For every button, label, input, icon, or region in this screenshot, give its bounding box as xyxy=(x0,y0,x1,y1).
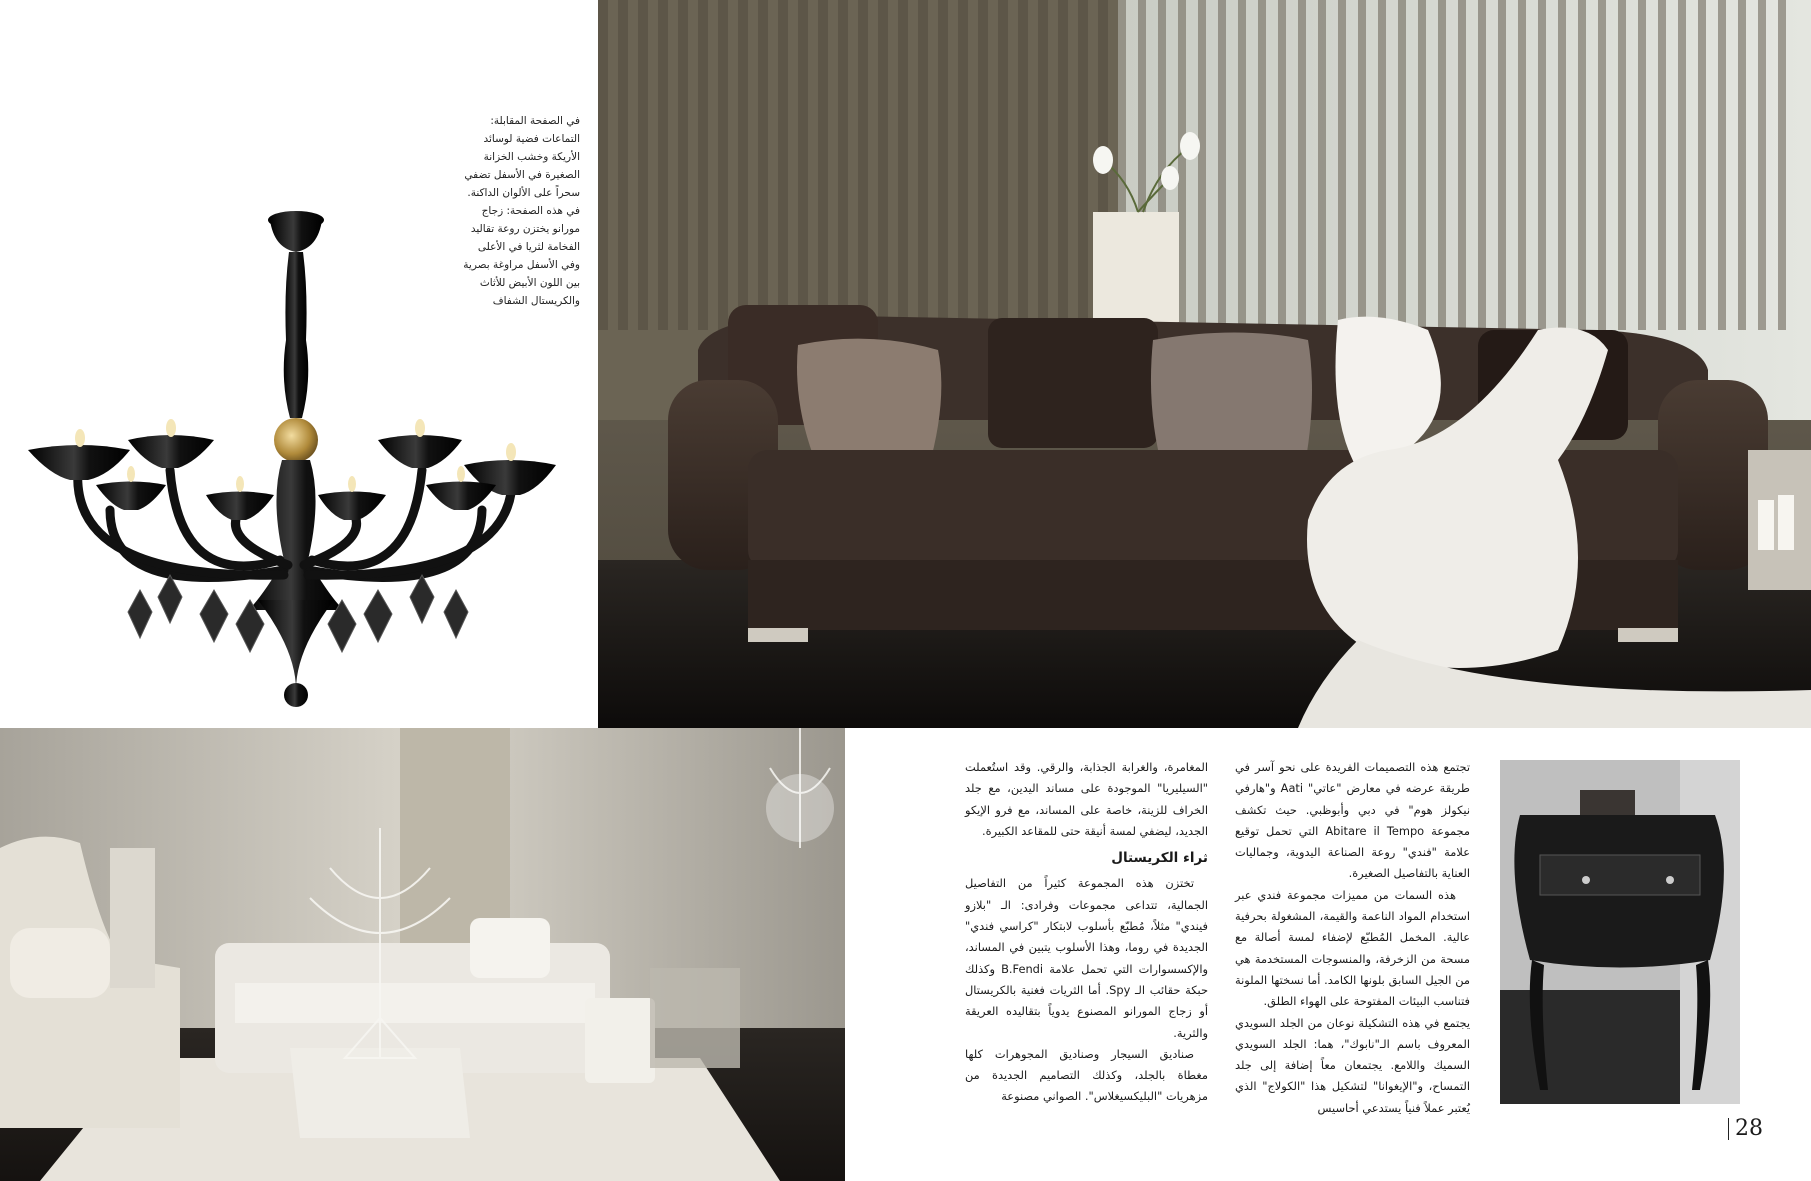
vertical-blind-slat xyxy=(878,0,888,330)
vertical-blind-slat xyxy=(1278,0,1286,330)
vertical-blind-slat xyxy=(1778,0,1786,330)
article-paragraph: المغامرة، والغرابة الجذابة، والرقي. وقد استُعملت "السيليريا" الموجودة على مساند اليدين، مع جلد الخراف للزينة، خاصة على المساند، مع فرو الإيكو الجديد، ليضفي لمسة أنيقة حتى للمقاعد الكبيرة. xyxy=(965,760,1208,838)
vertical-blind-slat xyxy=(838,0,848,330)
vertical-blind-slat xyxy=(1218,0,1226,330)
vertical-blind-slat xyxy=(678,0,688,330)
vertical-blind-slat xyxy=(998,0,1008,330)
article-column-right xyxy=(1235,757,1470,1119)
vertical-blind-slat xyxy=(1018,0,1028,330)
vertical-blind-slat xyxy=(698,0,708,330)
vertical-blind-slat xyxy=(658,0,668,330)
article-paragraph: تختزن هذه المجموعة كثيراً من التفاصيل الجمالية، تتداعى مجموعات وفرادى: الـ "بلازو فيندي" مثلاً، مُطبّع بأسلوب لابتكار "كراسي فندي" الجديدة في روما، وهذا الأسلوب يتبين في المساند، والإكسسوارات التي تحمل علامة B.Fendi وكذلك حبكة حقائب الـ Spy. أما الثريات فغنية بالكريستال أو زجاج المورانو المصنوع يدوياً بتقاليده العريقة والثرية. xyxy=(965,876,1208,1040)
vertical-blind-slat xyxy=(798,0,808,330)
vertical-blind-slat xyxy=(918,0,928,330)
caption-line: الأريكة وخشب الخزانة xyxy=(483,151,580,163)
vertical-blind-slat xyxy=(778,0,788,330)
vertical-blind-slat xyxy=(1758,0,1766,330)
vertical-blind-slat xyxy=(1638,0,1646,330)
caption-line: في هذه الصفحة: زجاج xyxy=(481,205,580,217)
vertical-blind-slat xyxy=(1678,0,1686,330)
vertical-blind-slat xyxy=(1178,0,1186,330)
vertical-blind-slat xyxy=(1698,0,1706,330)
caption-line: التماعات فضية لوسائد xyxy=(483,133,580,145)
vertical-blind-slat xyxy=(1438,0,1446,330)
vertical-blind-slat xyxy=(1378,0,1386,330)
caption-line: مورانو يختزن روعة تقاليد xyxy=(470,223,580,235)
vertical-blind-slat xyxy=(978,0,988,330)
article-paragraph: تجتمع هذه التصميمات الفريدة على نحو آسر في طريقة عرضه في معارض "عاتي" Aati و"هارفي نيكولز هوم" في دبي وأبوظبي. حيث تكشف مجموعة Abitare il Tempo التي تحمل توقيع علامة "فندي" روعة الصناعة اليدوية، وجماليات العناية بالتفاصيل الصغيرة. xyxy=(1235,760,1471,881)
caption-line: والكريستال الشفاف xyxy=(492,295,580,307)
vertical-blind-slat xyxy=(1618,0,1626,330)
caption-line: الصغيرة في الأسفل تضفي xyxy=(464,169,580,181)
vertical-blind-slat xyxy=(1738,0,1746,330)
vertical-blind-slat xyxy=(1558,0,1566,330)
sofa-photo xyxy=(598,0,1811,728)
caption-line: بين اللون الأبيض للأثاث xyxy=(479,277,580,289)
vertical-blind-slat xyxy=(1458,0,1466,330)
vertical-blind-slat xyxy=(858,0,868,330)
caption-line: سحراً على الألوان الداكنة. xyxy=(467,187,580,199)
vertical-blind-slat xyxy=(1418,0,1426,330)
caption-line: وفي الأسفل مراوغة بصرية xyxy=(463,259,580,271)
vertical-blind-slat xyxy=(1578,0,1586,330)
vertical-blind-slat xyxy=(738,0,748,330)
vertical-blind-slat xyxy=(1598,0,1606,330)
vertical-blind-slat xyxy=(1318,0,1326,330)
vertical-blind-slat xyxy=(1538,0,1546,330)
article-paragraph: هذه السمات من مميزات مجموعة فندي عبر استخدام المواد الناعمة والقيمة، المشغولة بحرفية عالية. المخمل المُطبّع لإضفاء لمسة أصالة مع مسحة من الزخرفة، والمنسوجات المستخدمة هي من الجيل السابق بلونها الكامد. أما نسختها الملونة فتناسب البيئات المفتوحة على الهواء الطلق. xyxy=(1235,887,1470,1009)
vertical-blind-slat xyxy=(1478,0,1486,330)
vertical-blind-slat xyxy=(1338,0,1346,330)
white-living-room-photo xyxy=(0,728,845,1181)
section-heading: ثراء الكريستال xyxy=(1111,850,1208,867)
vertical-blind-slat xyxy=(1298,0,1306,330)
vertical-blind-slat xyxy=(1078,0,1088,330)
vertical-blind-slat xyxy=(1358,0,1366,330)
vertical-blind-slat xyxy=(1238,0,1246,330)
vertical-blind-slat xyxy=(938,0,948,330)
vertical-blind-slat xyxy=(1398,0,1406,330)
photo-caption xyxy=(440,112,580,310)
vertical-blind-slat xyxy=(1718,0,1726,330)
caption-line: الفخامة لثريا في الأعلى xyxy=(477,241,580,253)
page-number: 28 xyxy=(1728,1118,1763,1140)
vertical-blind-slat xyxy=(1518,0,1526,330)
vanity-table-photo xyxy=(1500,760,1740,1104)
vertical-blind-slat xyxy=(958,0,968,330)
vertical-blind-slat xyxy=(598,0,608,330)
article-paragraph: صناديق السيجار وصناديق المجوهرات كلها مغطاة بالجلد، وكذلك التصاميم الجديدة من مزهريات "البليكسيغلاس". الصواني مصنوعة xyxy=(965,1046,1208,1104)
vertical-blind-slat xyxy=(638,0,648,330)
vertical-blind-slat xyxy=(1258,0,1266,330)
vertical-blind-slat xyxy=(818,0,828,330)
article-column-left xyxy=(965,757,1208,1108)
chandelier-photo xyxy=(0,0,598,728)
vertical-blind-slat xyxy=(718,0,728,330)
caption-line: في الصفحة المقابلة: xyxy=(490,115,580,127)
vertical-blind-slat xyxy=(898,0,908,330)
article-paragraph: يجتمع في هذه التشكيلة نوعان من الجلد السويدي المعروف باسم الـ"نابوك"، هما: الجلد السويدي السميك واللامع. يجتمعان معاً إضافة إلى جلد التمساح، و"الإيغوانا" لتشكيل هذا "الكولاج" الذي يُعتبر عملاً فنياً يستدعي أحاسيس xyxy=(1235,1015,1470,1115)
vertical-blind-slat xyxy=(618,0,628,330)
vertical-blind-slat xyxy=(1198,0,1206,330)
vertical-blind-slat xyxy=(1498,0,1506,330)
vertical-blind-slat xyxy=(1658,0,1666,330)
vertical-blind-slat xyxy=(758,0,768,330)
vertical-blind-slat xyxy=(1058,0,1068,330)
vertical-blind-slat xyxy=(1038,0,1048,330)
